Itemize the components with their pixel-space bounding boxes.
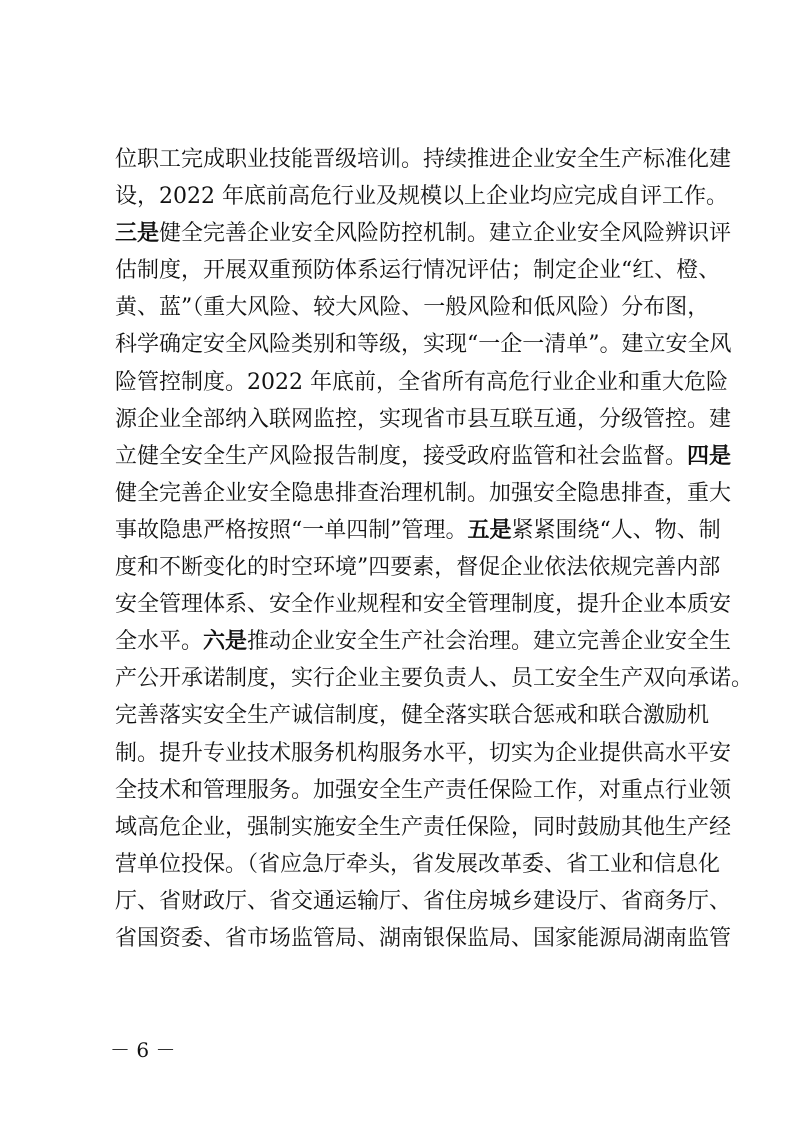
text-line xyxy=(115,697,710,734)
text-line xyxy=(115,141,732,178)
text-line xyxy=(115,809,732,846)
text-segment: 安全管理体系、安全作业规程和安全管理制度，提升企业本质安 xyxy=(115,592,732,618)
bold-text-segment: 五是 xyxy=(467,516,512,543)
text-segment: 省国资委、省市场监管局、湖南银保监局、国家能源局湖南监管 xyxy=(115,925,732,951)
text-line xyxy=(115,475,732,512)
text-segment: 事故隐患严格按照“一单四制”管理。 xyxy=(115,517,468,543)
bold-text-segment: 四是 xyxy=(687,442,732,469)
bold-text-segment: 三是 xyxy=(115,220,160,247)
text-segment: 紧紧围绕“人、物、制 xyxy=(511,517,721,543)
text-line xyxy=(115,772,732,809)
text-line xyxy=(115,178,728,215)
text-segment: 全水平。 xyxy=(115,629,204,655)
text-line xyxy=(115,586,732,623)
text-segment: 估制度，开展双重预防体系运行情况评估；制定企业“红、橙、 xyxy=(115,258,721,284)
text-line xyxy=(115,623,732,660)
text-line xyxy=(115,364,728,401)
text-segment: 源企业全部纳入联网监控，实现省市县互联互通，分级管控。建 xyxy=(115,406,732,432)
text-segment: 健全完善企业安全风险防控机制。建立企业安全风险辨识评 xyxy=(159,221,732,247)
text-segment: 黄、蓝”（重大风险、较大风险、一般风险和低风险）分布图， xyxy=(115,295,710,321)
text-segment: 域高危企业，强制实施安全生产责任保险，同时鼓励其他生产经 xyxy=(115,814,732,840)
text-line xyxy=(115,660,754,697)
body-text xyxy=(115,141,754,957)
text-line xyxy=(115,846,721,883)
text-line xyxy=(115,549,721,586)
text-segment: 度和不断变化的时空环境”四要素，督促企业依法依规完善内部 xyxy=(115,555,721,581)
text-line xyxy=(115,512,721,549)
text-line xyxy=(115,401,732,438)
text-line xyxy=(115,326,732,363)
text-segment: 科学确定安全风险类别和等级，实现“一企一清单”。建立安全风 xyxy=(115,332,732,358)
text-segment: 营单位投保。（省应急厅牵头，省发展改革委、省工业和信息化 xyxy=(115,851,721,877)
text-segment: 全技术和管理服务。加强安全生产责任保险工作，对重点行业领 xyxy=(115,777,732,803)
text-segment: 产公开承诺制度，实行企业主要负责人、员工安全生产双向承诺。 xyxy=(115,666,754,692)
text-segment: 健全完善企业安全隐患排查治理机制。加强安全隐患排查，重大 xyxy=(115,480,732,506)
text-segment: 险管控制度。2022 年底前，全省所有高危行业企业和重大危险 xyxy=(115,369,728,395)
text-line xyxy=(115,252,721,289)
text-line xyxy=(115,920,732,957)
bold-text-segment: 六是 xyxy=(203,628,248,655)
text-line xyxy=(115,735,732,772)
page-number: － 6 － xyxy=(110,1038,176,1062)
text-line xyxy=(115,883,732,920)
text-segment: 推动企业安全生产社会治理。建立完善企业安全生 xyxy=(247,629,732,655)
text-line xyxy=(115,438,732,475)
text-segment: 立健全安全生产风险报告制度，接受政府监管和社会监督。 xyxy=(115,443,688,469)
text-segment: 设，2022 年底前高危行业及规模以上企业均应完成自评工作。 xyxy=(115,184,728,210)
text-segment: 厅、省财政厅、省交通运输厅、省住房城乡建设厅、省商务厅、 xyxy=(115,888,732,914)
text-segment: 制。提升专业技术服务机构服务水平，切实为企业提供高水平安 xyxy=(115,740,732,766)
text-segment: 位职工完成职业技能晋级培训。持续推进企业安全生产标准化建 xyxy=(115,147,732,172)
text-segment: 完善落实安全生产诚信制度，健全落实联合惩戒和联合激励机 xyxy=(115,703,710,729)
text-line xyxy=(115,289,710,326)
text-line xyxy=(115,215,732,252)
